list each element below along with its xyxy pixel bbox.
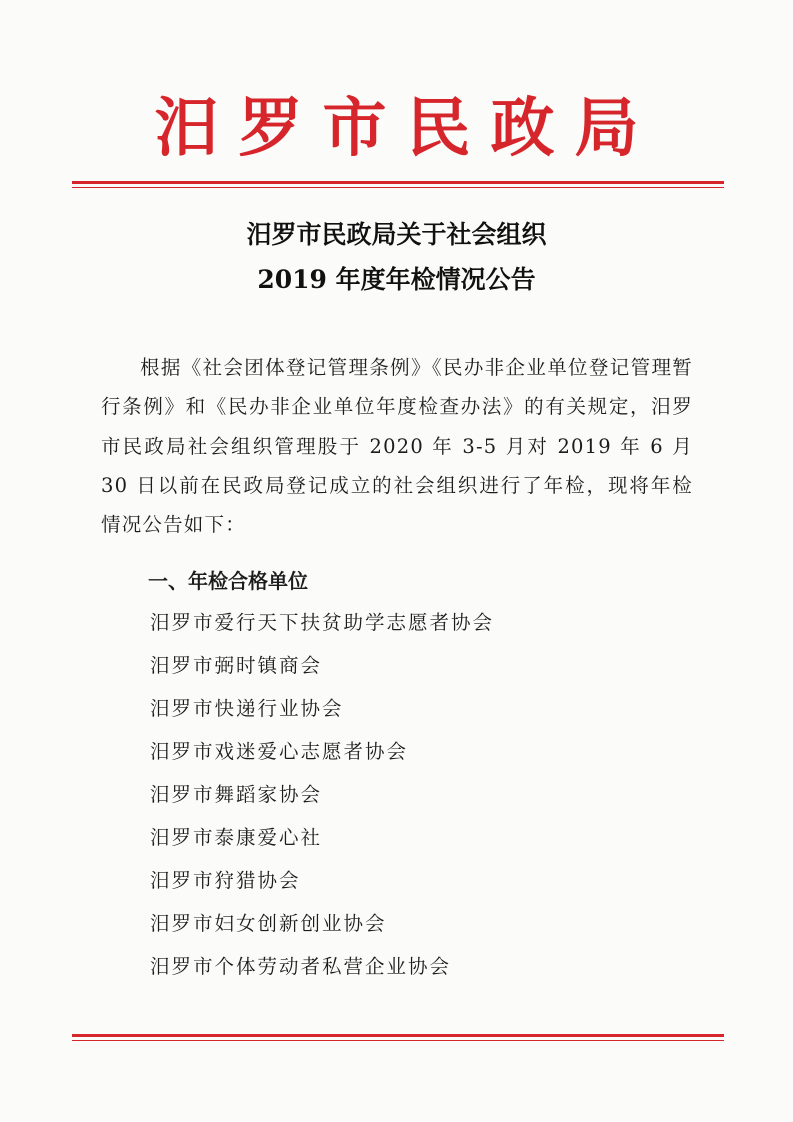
list-item: 汨罗市弼时镇商会 bbox=[150, 654, 323, 677]
list-item: 汨罗市狩猎协会 bbox=[150, 869, 301, 892]
list-item: 汨罗市舞蹈家协会 bbox=[150, 783, 323, 806]
agency-masthead: 汨罗市民政局 bbox=[154, 91, 659, 166]
masthead-divider bbox=[72, 181, 724, 188]
section-heading: 一、年检合格单位 bbox=[148, 569, 308, 593]
divider-thin-line bbox=[72, 187, 724, 188]
qualified-org-list bbox=[150, 601, 494, 988]
footer-divider bbox=[72, 1034, 724, 1041]
body-paragraph: 根据《社会团体登记管理条例》《民办非企业单位登记管理暂行条例》和《民办非企业单位年度检查办法》的有关规定，汨罗市民政局社会组织管理股于 2020 年 3-5 月对 2019 年 6 月 30 日以前在民政局登记成立的社会组织进行了年检，现将年检情况公告如下： bbox=[101, 356, 693, 537]
document-title-line2: 2019 年度年检情况公告 bbox=[257, 265, 536, 294]
list-item: 汨罗市爱行天下扶贫助学志愿者协会 bbox=[150, 611, 495, 634]
list-item: 汨罗市泰康爱心社 bbox=[150, 826, 323, 849]
document-title-line1: 汨罗市民政局关于社会组织 bbox=[246, 220, 547, 249]
list-item: 汨罗市个体劳动者私营企业协会 bbox=[150, 955, 452, 978]
list-item: 汨罗市快递行业协会 bbox=[150, 697, 344, 720]
list-item: 汨罗市妇女创新创业协会 bbox=[150, 912, 387, 935]
list-item: 汨罗市戏迷爱心志愿者协会 bbox=[150, 740, 409, 763]
divider-thick-line bbox=[72, 1034, 724, 1037]
divider-thick-line bbox=[72, 181, 724, 184]
divider-thin-line bbox=[72, 1040, 724, 1041]
